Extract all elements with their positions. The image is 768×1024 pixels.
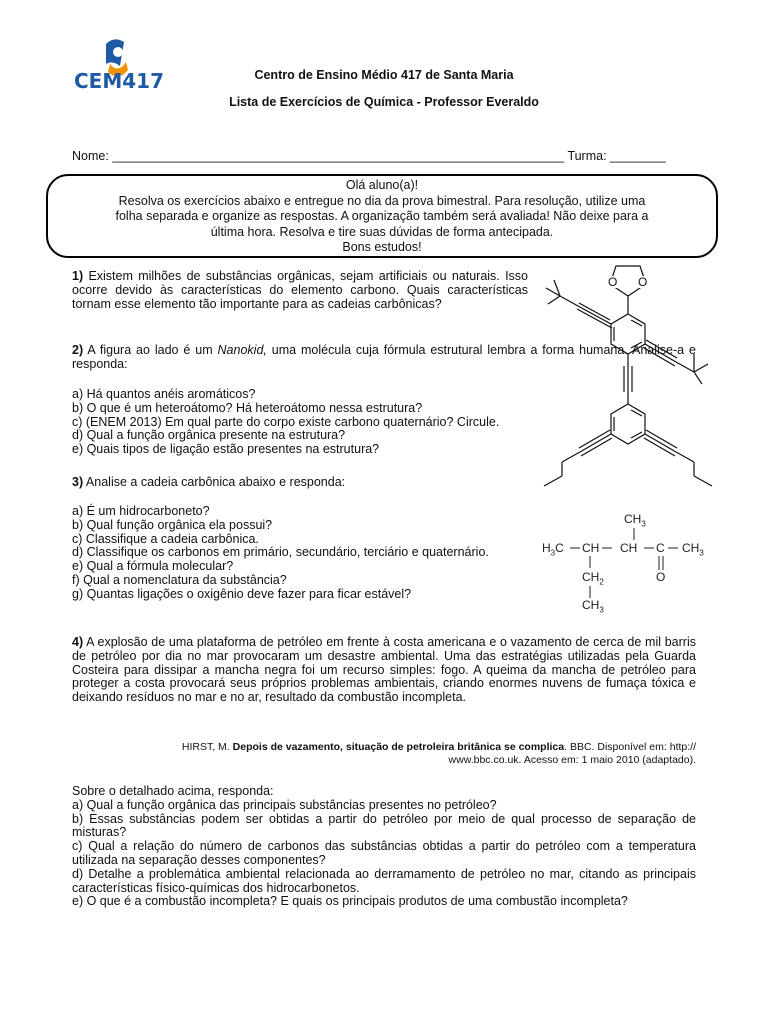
- intro-line: última hora. Resolva e tire suas dúvidas de forma antecipada.: [210, 224, 554, 239]
- citation-line2: www.bbc.co.uk. Acesso em: 1 maio 2010 (adaptado).: [448, 754, 696, 766]
- question-3: [72, 476, 528, 490]
- q3-item: c) Classifique a cadeia carbônica.: [72, 531, 259, 546]
- formula-ch3-bottom: $CH_3$: [582, 598, 604, 615]
- nanokid-structure: [536, 262, 716, 494]
- q2-items: [72, 388, 552, 457]
- question-4: [72, 636, 696, 705]
- formula-ch3-right: $CH_3$: [682, 541, 704, 558]
- q3-item: a) É um hidrocarboneto?: [72, 504, 210, 518]
- q1-number: 1): [72, 269, 84, 283]
- class-label: Turma:: [567, 149, 607, 163]
- q4-item: a) Qual a função orgânica das principais substâncias presentes no petróleo?: [72, 797, 497, 812]
- q4-items: [72, 785, 696, 909]
- condensed-formula: [540, 508, 716, 614]
- q2-text-after: uma molécula cuja fórmula estrutural lembra a forma humana. Analise-a e responda:: [72, 343, 696, 371]
- name-blank[interactable]: _________________________________________________________________: [112, 149, 565, 163]
- q3-items: [72, 505, 521, 602]
- question-1: [72, 270, 528, 311]
- intro-line: Resolva os exercícios abaixo e entregue no dia da prova bimestral. Para resolução, utilize uma: [118, 193, 646, 208]
- q4-text: A explosão de uma plataforma de petróleo em frente à costa americana e o vazamento de cerca de mil barris de petróleo por dia no mar provocaram um desastre ambiental. Uma das estratégias utilizadas pela Guarda Costeira para dissipar a mancha negra foi um recurso simples: fogo. A queima da mancha de petróleo para proteger a costa provocará seus próprios problemas ambientais, criando enormes nuvens de fumaça tóxica e deixando resíduos no mar e no ar, resultado da combustão incompleta.: [72, 635, 696, 705]
- citation: [100, 741, 696, 767]
- citation-rest: . BBC. Disponível em: http://: [564, 741, 696, 753]
- q3-item: b) Qual função orgânica ela possui?: [72, 517, 273, 532]
- oxygen-atom-right: O: [638, 275, 648, 289]
- q2-italic: Nanokid,: [217, 343, 267, 357]
- q4-item: e) O que é a combustão incompleta? E quais os principais produtos de uma combustão incompleta?: [72, 894, 628, 909]
- logo-text: CEM417: [74, 69, 164, 93]
- q2-text-before: A figura ao lado é um: [87, 343, 213, 357]
- q4-lead: Sobre o detalhado acima, responda:: [72, 784, 274, 798]
- name-label: Nome:: [72, 149, 109, 163]
- class-blank[interactable]: ________: [610, 149, 666, 163]
- q4-item: d) Detalhe a problemática ambiental relacionada ao derramamento de petróleo no mar, citando as principais características físico-químicas dos hidrocarbonetos.: [72, 866, 696, 895]
- school-name: Centro de Ensino Médio 417 de Santa Maria: [254, 68, 514, 82]
- formula-ch2: $CH_2$: [582, 570, 604, 587]
- intro-box: [46, 174, 718, 258]
- formula-ch-2: CH: [620, 541, 638, 555]
- citation-title: Depois de vazamento, situação de petroleira britânica se complica: [232, 741, 565, 753]
- formula-h3c: $H_3C$: [542, 541, 564, 558]
- q1-text: Existem milhões de substâncias orgânicas, sejam artificiais ou naturais. Isso ocorre devido às características do elemento carbono. Quais características tornam esse elemento tão importante para as cadeias carbônicas?: [72, 269, 528, 311]
- q2-item: e) Quais tipos de ligação estão presentes na estrutura?: [72, 442, 380, 457]
- q2-item: d) Qual a função orgânica presente na estrutura?: [72, 428, 346, 443]
- page-title: Lista de Exercícios de Química - Professor Everaldo: [229, 95, 539, 109]
- q3-item: g) Quantas ligações o oxigênio deve fazer para ficar estável?: [72, 586, 412, 601]
- formula-c: C: [656, 541, 665, 555]
- q3-item: d) Classifique os carbonos em primário, secundário, terciário e quaternário.: [72, 545, 489, 560]
- q3-text: Analise a cadeia carbônica abaixo e responda:: [85, 475, 346, 489]
- q3-item: f) Qual a nomenclatura da substância?: [72, 572, 287, 587]
- intro-line: folha separada e organize as respostas. A organização também será avaliada! Não deixe para a: [115, 209, 649, 223]
- intro-closing: Bons estudos!: [342, 240, 422, 254]
- q3-item: e) Qual a fórmula molecular?: [72, 559, 234, 574]
- q4-item: c) Qual a relação do número de carbonos das substâncias obtidas a partir do petróleo com a temperatura utilizada na separação desses componentes?: [72, 839, 696, 867]
- intro-greeting: Olá aluno(a)!: [345, 178, 419, 192]
- q3-number: 3): [72, 475, 84, 489]
- oxygen-atom-left: O: [608, 275, 618, 289]
- citation-author: HIRST, M.: [181, 741, 230, 753]
- formula-oxygen: O: [656, 570, 666, 584]
- q2-item: b) O que é um heteroátomo? Há heteroátomo nessa estrutura?: [72, 400, 423, 415]
- q2-number: 2): [72, 343, 84, 357]
- q4-item: b) Essas substâncias podem ser obtidas a partir do petróleo por meio de qual processo de separação de misturas?: [72, 811, 696, 840]
- student-line: [72, 149, 696, 163]
- q2-item: a) Há quantos anéis aromáticos?: [72, 387, 256, 401]
- q2-item: c) (ENEM 2013) Em qual parte do corpo existe carbono quaternário? Circule.: [72, 414, 500, 429]
- formula-ch-1: CH: [582, 541, 600, 555]
- formula-ch3-top: $CH_3$: [624, 512, 646, 529]
- q4-number: 4): [72, 635, 84, 649]
